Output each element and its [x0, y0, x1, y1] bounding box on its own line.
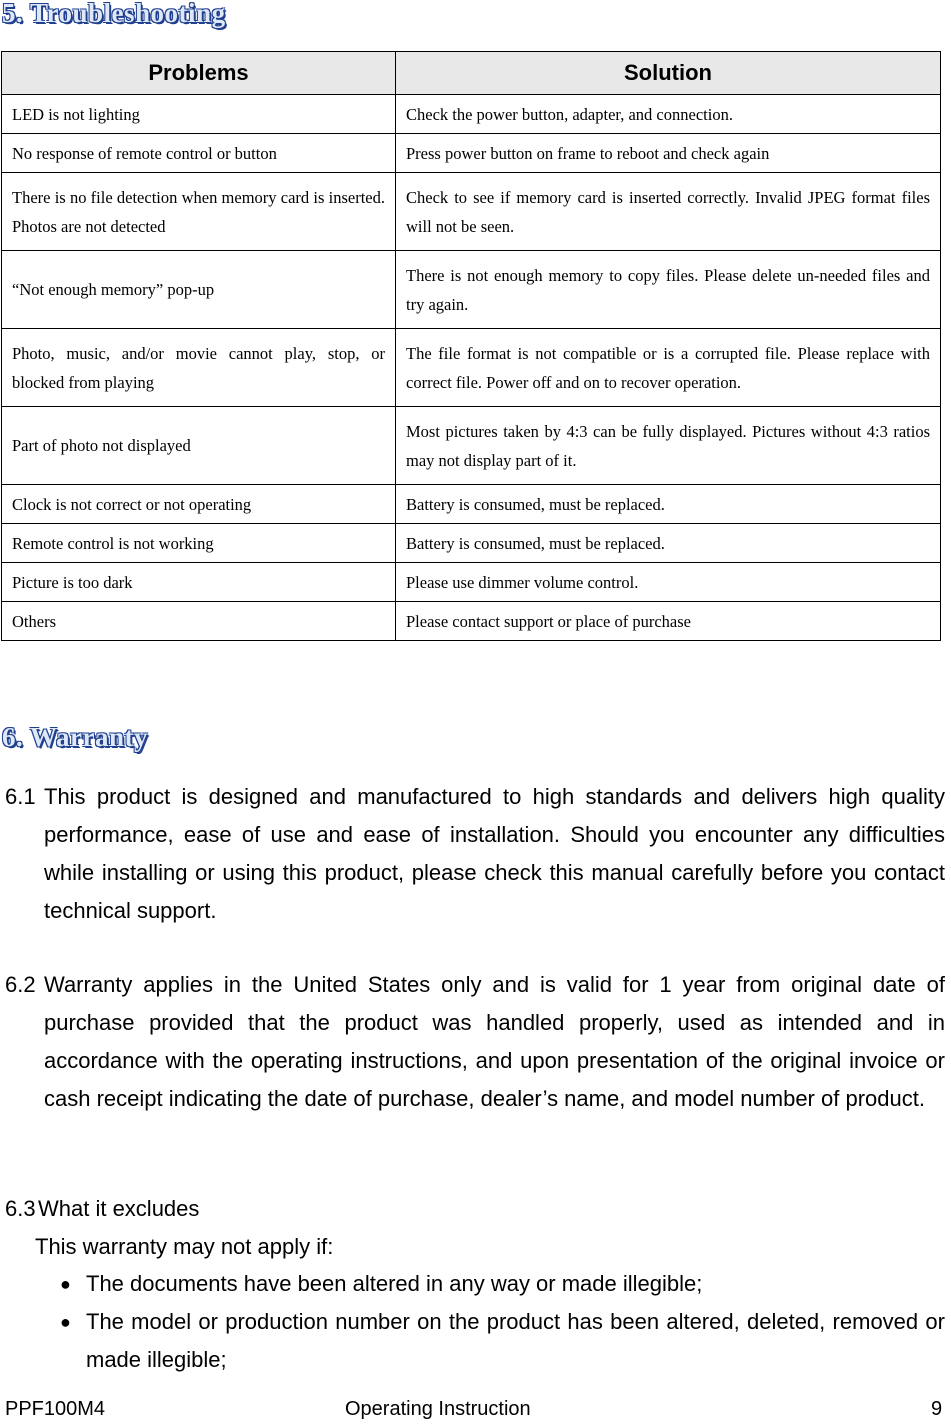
list-item	[60, 1303, 945, 1379]
bullet-icon: ●	[60, 1274, 71, 1294]
paragraph-number: 6.2	[5, 972, 36, 997]
footer-title: Operating Instruction	[345, 1398, 531, 1420]
troubleshooting-table	[1, 51, 941, 641]
solution-cell: The file format is not compatible or is a corrupted file. Please replace with correct file. Power off and on to recover operation.	[396, 329, 941, 407]
column-header-problems: Problems	[2, 52, 396, 95]
table-row	[2, 524, 941, 563]
solution-cell: Battery is consumed, must be replaced.	[396, 524, 941, 563]
table-row	[2, 407, 941, 485]
table-row	[2, 95, 941, 134]
table-row	[2, 329, 941, 407]
footer-model: PPF100M4	[5, 1398, 106, 1420]
table-row	[2, 602, 941, 641]
warranty-paragraph-6-1	[5, 778, 945, 930]
solution-cell: Press power button on frame to reboot and check again	[396, 134, 941, 173]
problem-cell: Part of photo not displayed	[2, 407, 396, 485]
paragraph-number: 6.3	[5, 1196, 36, 1221]
paragraph-intro: This warranty may not apply if:	[35, 1234, 334, 1259]
table-row	[2, 485, 941, 524]
table-row	[2, 563, 941, 602]
table-row	[2, 134, 941, 173]
section-heading-warranty: 6. Warranty	[2, 722, 148, 752]
warranty-paragraph-6-3	[5, 1190, 945, 1266]
paragraph-title: What it excludes	[38, 1196, 200, 1221]
solution-cell: Check to see if memory card is inserted correctly. Invalid JPEG format files will not be seen.	[396, 173, 941, 251]
problem-cell: Clock is not correct or not operating	[2, 485, 396, 524]
problem-cell: “Not enough memory” pop-up	[2, 251, 396, 329]
paragraph-number: 6.1	[5, 784, 36, 809]
problem-cell: No response of remote control or button	[2, 134, 396, 173]
list-item-text: The documents have been altered in any way or made illegible;	[86, 1271, 703, 1296]
table-row	[2, 251, 941, 329]
bullet-icon: ●	[60, 1312, 71, 1332]
solution-cell: Most pictures taken by 4:3 can be fully displayed. Pictures without 4:3 ratios may not display part of it.	[396, 407, 941, 485]
solution-cell: There is not enough memory to copy files. Please delete un-needed files and try again.	[396, 251, 941, 329]
problem-cell: There is no file detection when memory card is inserted. Photos are not detected	[2, 173, 396, 251]
solution-cell: Check the power button, adapter, and connection.	[396, 95, 941, 134]
warranty-paragraph-6-2	[5, 966, 945, 1118]
problem-cell: Remote control is not working	[2, 524, 396, 563]
problem-cell: Picture is too dark	[2, 563, 396, 602]
table-row	[2, 173, 941, 251]
paragraph-text: Warranty applies in the United States only and is valid for 1 year from original date of purchase provided that the product was handled properly, used as intended and in accordance with the operating instructions, and upon presentation of the original invoice or cash receipt indicating the date of purchase, dealer’s name, and model number of product.	[44, 972, 945, 1111]
solution-cell: Battery is consumed, must be replaced.	[396, 485, 941, 524]
column-header-solution: Solution	[396, 52, 941, 95]
problem-cell: LED is not lighting	[2, 95, 396, 134]
problem-cell: Others	[2, 602, 396, 641]
list-item	[60, 1265, 945, 1303]
solution-cell: Please contact support or place of purchase	[396, 602, 941, 641]
section-heading-troubleshooting: 5. Troubleshooting	[2, 0, 226, 28]
list-item-text: The model or production number on the product has been altered, deleted, removed or made illegible;	[86, 1309, 945, 1372]
solution-cell: Please use dimmer volume control.	[396, 563, 941, 602]
page-number: 9	[931, 1398, 943, 1420]
problem-cell: Photo, music, and/or movie cannot play, stop, or blocked from playing	[2, 329, 396, 407]
paragraph-text: This product is designed and manufactured to high standards and delivers high quality performance, ease of use and ease of installation. Should you encounter any difficulties while installing or using this product, please check this manual carefully before you contact technical support.	[44, 784, 945, 923]
